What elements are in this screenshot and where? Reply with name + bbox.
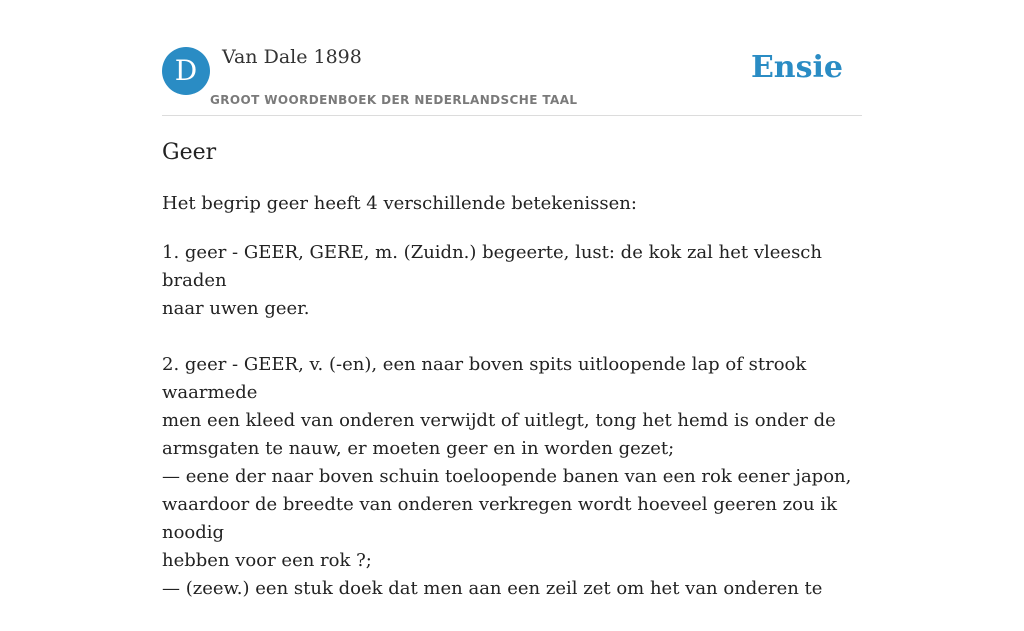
dictionary-logo[interactable]: D — [162, 47, 210, 95]
definition-line: — (zeew.) een stuk doek dat men aan een zeil zet om het van onderen te — [162, 578, 823, 599]
site-header — [162, 0, 862, 116]
definition-line: men een kleed van onderen verwijdt of uitlegt, tong het hemd is onder de — [162, 410, 836, 431]
definition-line: armsgaten te nauw, er moeten geer en in worden gezet; — [162, 438, 675, 459]
definition-item — [162, 351, 862, 603]
definition-line: waardoor de breedte van onderen verkregen wordt hoeveel geeren zou ik noodig — [162, 494, 837, 543]
definition-line: 2. geer - GEER, v. (-en), een naar boven spits uitloopende lap of strook waarmede — [162, 354, 807, 403]
definition-line: — eene der naar boven schuin toeloopende banen van een rok eener japon, — [162, 466, 852, 487]
entry-title: Geer — [162, 140, 217, 165]
definition-item — [162, 239, 862, 323]
ensie-logo-link[interactable]: Ensie — [750, 50, 843, 85]
definition-line: hebben voor een rok ?; — [162, 550, 372, 571]
entry-intro: Het begrip geer heeft 4 verschillende betekenissen: — [162, 193, 637, 214]
dictionary-subtitle: GROOT WOORDENBOEK DER NEDERLANDSCHE TAAL — [210, 93, 578, 107]
definition-line: 1. geer - GEER, GERE, m. (Zuidn.) begeerte, lust: de kok zal het vleesch braden — [162, 242, 822, 291]
definitions-list — [162, 239, 862, 631]
definition-line: naar uwen geer. — [162, 298, 310, 319]
page — [162, 0, 862, 599]
dictionary-name[interactable]: Van Dale 1898 — [222, 46, 362, 68]
